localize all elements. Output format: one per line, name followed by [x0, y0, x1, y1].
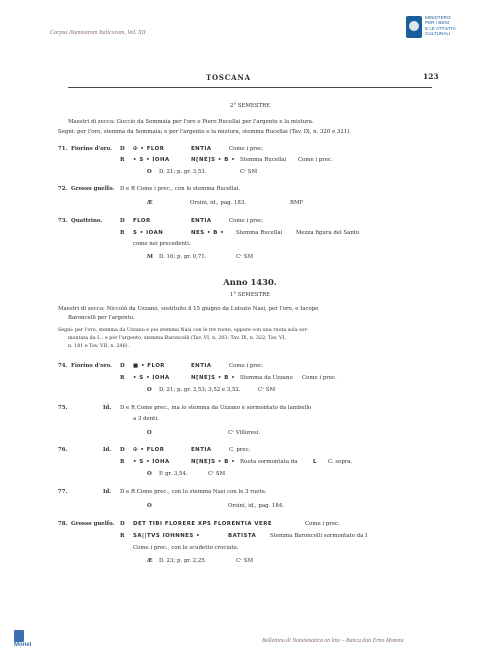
ministry-emblem-icon [406, 16, 422, 38]
year-heading: Anno 1430. [223, 277, 277, 287]
description: D e R Come prec., con lo stemma Nasi con le 3 ruote. [120, 489, 267, 495]
bibliography-ref: Orsini, id., pag. 184. [228, 503, 284, 509]
coin-name: Grosso guelfo. [71, 186, 115, 192]
obverse-marker: D [120, 363, 125, 369]
metal-marker: O [147, 503, 152, 509]
legend-obverse-2: ENTIA [191, 146, 212, 152]
entry-number: 78. [58, 521, 68, 527]
description: Mezza figura del Santo [296, 230, 360, 236]
segni-paragraph: montata da L ; e per l'argento, stemma Baroncelli (Tav. VI, n. 203; Tav. IX, n. 322; Tav. VI, [68, 336, 286, 341]
description: D e R Come i prec., con lo stemma Rucellai. [120, 186, 241, 192]
legend-reverse-2: NES • B • [191, 230, 225, 236]
legend-reverse-2: N[NE]S • B • [191, 375, 236, 381]
moneta-logo-icon [14, 630, 24, 642]
stemma-label: Stemma Baroncelli sormontato da I [270, 533, 368, 539]
stemma-label: Stemma Rucellai [240, 157, 287, 163]
legend-reverse: • S • IOHA [133, 375, 170, 381]
description: Come i prec. [305, 521, 340, 527]
description: C. sopra. [328, 459, 353, 465]
collection-ref: Cᵒ Villoresi. [228, 430, 261, 436]
coin-name: Id. [103, 405, 112, 411]
description: D e R Come prec., ma lo stemma da Uzzano è sormontato da lambello [120, 405, 312, 411]
entry-number: 74. [58, 363, 68, 369]
section-heading: 1° SEMESTRE [229, 292, 271, 298]
legend-reverse-2: BATISTA [228, 533, 257, 539]
maestri-paragraph: Baroncelli per l'argento. [68, 315, 135, 321]
legend-reverse: • S • IOHA [133, 157, 170, 163]
obverse-marker: D [120, 447, 125, 453]
collection-ref: Cᵒ SM [236, 254, 254, 260]
obverse-marker: D [120, 218, 125, 224]
legend-obverse: ✠ • FLOR [133, 447, 165, 453]
ministry-line: MINISTERO [425, 15, 451, 20]
weight-info: D. 16; p. gr. 0,71. [159, 254, 207, 260]
stemma-label: Stemma Rucellai [236, 230, 283, 236]
stemma-label: Ruota sormontata da [240, 459, 298, 465]
segni-paragraph: Segni: per l'oro, stemma da Uzzano e poi stemma Nasi con le tre ruote, oppure con una ruota sola sor- [58, 328, 309, 333]
section-heading: 2° SEMESTRE [229, 103, 271, 109]
weight-info: D. 23; p. gr. 2,25. [159, 558, 207, 564]
metal-marker: Æ [147, 200, 153, 206]
description: C. prec. [229, 447, 251, 453]
metal-marker: O [147, 471, 152, 477]
page-number: 123 [423, 72, 439, 81]
collection-ref: Cᵒ SM [240, 169, 258, 175]
entry-number: 77. [58, 489, 68, 495]
legend-reverse-2: N[NE]S • B • [191, 157, 236, 163]
weight-info: P. gr. 3,54. [159, 471, 188, 477]
description: Come i prec. [298, 157, 333, 163]
reverse-marker: R [120, 459, 125, 465]
legend-obverse: ✠ • FLOR [133, 146, 165, 152]
coin-name: Id. [103, 489, 112, 495]
footer-text: Bollettino di Numismatica on line – Banca dati Erno Moneta [262, 638, 404, 644]
legend-obverse: FLOR [133, 218, 151, 224]
description: a 3 denti. [133, 416, 159, 422]
obverse-marker: D [120, 146, 125, 152]
running-title: Corpus Nummorum Italicorum, Vol. XII [50, 30, 146, 36]
ministry-line: PER I BENI [425, 20, 449, 26]
footer-logo [14, 630, 42, 650]
description: Come i prec. [229, 363, 264, 369]
bibliography-ref: Orsini, id., pag. 183. [190, 200, 246, 206]
segni-paragraph: Segni: per l'oro, stemma da Sommaia; e per l'argento e la mistura, stemma Rucellai (Tav. IX, n. 320 e 321). [58, 129, 352, 135]
legend-obverse-2: ENTIA [191, 447, 212, 453]
entry-number: 73. [58, 218, 68, 224]
description: Come i prec. [229, 218, 264, 224]
ministry-logo [406, 14, 468, 46]
coin-name: Fiorino d'oro. [71, 363, 112, 369]
coin-name: Grosso guelfo. [71, 521, 115, 527]
header-rule [68, 87, 432, 88]
stemma-label: Stemma da Uzzano [240, 375, 293, 381]
description: Come i prec. [229, 146, 264, 152]
footer-logo-word: Monei [14, 642, 32, 648]
entry-number: 75. [58, 405, 68, 411]
legend-obverse-2: ENTIA [191, 218, 212, 224]
coin-name: Fiorino d'oro. [71, 146, 112, 152]
legend-obverse-2: ENTIA [191, 363, 212, 369]
metal-marker: O [147, 387, 152, 393]
coin-name: Id. [103, 447, 112, 453]
segni-paragraph: n. 181 e Tav. VII, n. 246). [68, 344, 130, 349]
metal-marker: O [147, 430, 152, 436]
entry-number: 76. [58, 447, 68, 453]
stemma-letter: L [313, 459, 317, 465]
metal-marker: M [147, 254, 153, 260]
ministry-line: CULTURALI [425, 31, 451, 37]
ministry-line: E LE ATTIVITÀ [425, 25, 456, 31]
collection-ref: BMF [290, 200, 304, 206]
weight-info: D. 21; p. gr. 3,53. [159, 169, 207, 175]
reverse-marker: R [120, 375, 125, 381]
collection-ref: Cᵒ SM [236, 558, 254, 564]
legend-reverse: S • IOAN [133, 230, 164, 236]
description: come nei precedenti. [133, 241, 191, 247]
metal-marker: Æ [147, 558, 153, 564]
entry-number: 72. [58, 186, 68, 192]
reverse-marker: R [120, 157, 125, 163]
legend-reverse: • S • IOHA [133, 459, 170, 465]
collection-ref: Cᵒ SM [258, 387, 276, 393]
description: Come i prec. [302, 375, 337, 381]
legend-obverse: DET TIBI FLORERE XPS FLORENTIA VERE [133, 521, 273, 527]
page-heading: TOSCANA [206, 73, 251, 82]
maestri-paragraph: Maestri di zecca: Niccolò da Uzzano, sostituito il 15 giugno da Lutozio Nasi, per l'oro, e Iacopo [58, 306, 319, 312]
legend-reverse-2: N[NE]S • B • [191, 459, 236, 465]
reverse-marker: R [120, 230, 125, 236]
description: Come i prec., con lo scudetto crociato. [133, 545, 239, 551]
weight-info: D. 21; p. gr. 3,53; 3,52 e 3,52. [159, 387, 241, 393]
obverse-marker: D [120, 521, 125, 527]
coin-name: Quattrino. [71, 218, 103, 224]
maestri-paragraph: Maestri di zecca: Guccio da Sommaia per l'oro e Piero Rucellai per l'argento e la mistura. [68, 119, 314, 125]
entry-number: 71. [58, 146, 68, 152]
legend-obverse: ■ • FLOR [133, 363, 165, 369]
collection-ref: Cᵒ SM [208, 471, 226, 477]
metal-marker: O [147, 169, 152, 175]
reverse-marker: R [120, 533, 125, 539]
legend-reverse: SA||TVS IOHNNES • [133, 533, 201, 539]
